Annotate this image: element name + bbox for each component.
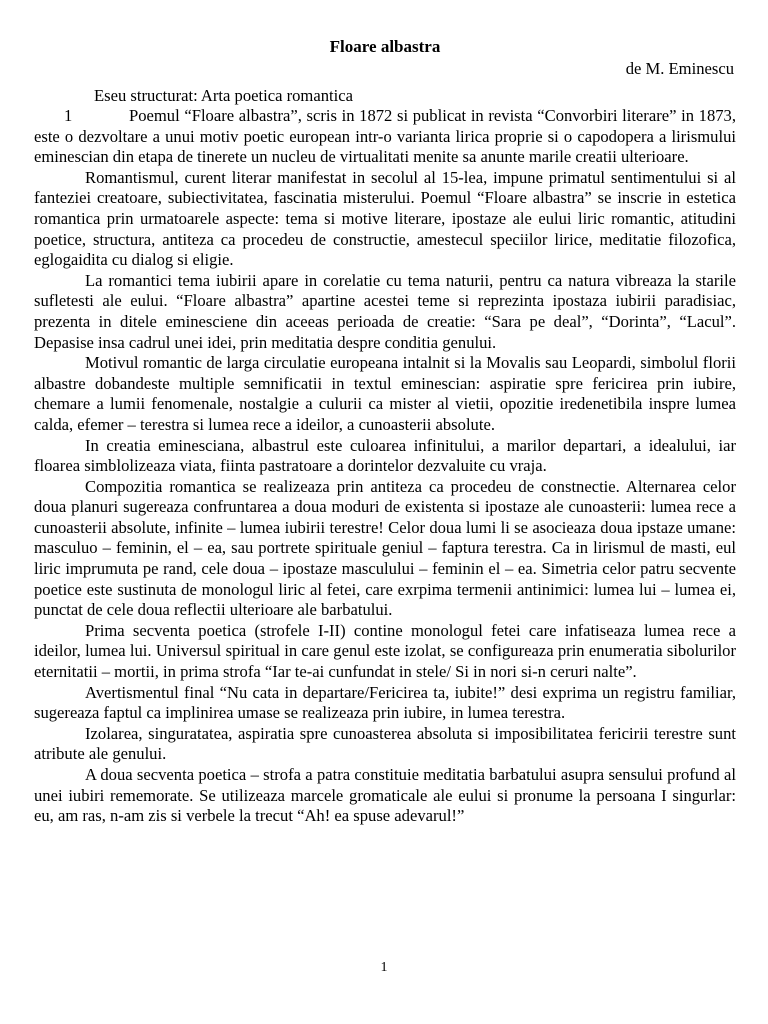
paragraph-9: Izolarea, singuratatea, aspiratia spre cunoasterea absoluta si imposibilitatea fericirii terestre sunt atribute ale genului. [34,723,736,764]
document-title: Floare albastra [329,37,441,56]
document-subtitle: Eseu structurat: Arta poetica romantica [94,86,353,105]
document-author: de M. Eminescu [625,59,734,78]
paragraph-7: Prima secventa poetica (strofele I-II) contine monologul fetei care infatiseaza lumea rece a ideilor, lumea lui. Universul spiritual in care genul este izolat, se configureaza prin enumeratia sibolurilor eternitatii – mortii, in prima strofa “Iar te-ai cunfundat in stele/ Si in nori si-n ceruri nalte”. [34,620,736,682]
paragraph-3: La romantici tema iubirii apare in corelatie cu tema naturii, pentru ca natura vibreaza la starile sufletesti ale eului. “Floare albastra” apartine acestei teme si reprezinta ipostaza iubirii paradisiac, prezenta in ditele eminesciene din aceeas perioada de creatie: “Sara pe deal”, “Dorinta”, “Lacul”. Depasise insa cadrul unei idei, prin meditatia despre conditia genului. [34,270,736,352]
paragraph-6: Compozitia romantica se realizeaza prin antiteza ca procedeu de constnectie. Alternarea celor doua planuri sugereaza confruntarea a doua moduri de existenta si ipostaze ale cunoasterii: lumea rece a cunoasterii absolute, infinite – lumea iubirii terestre! Celor doua lumi li se asocieaza doua ipstaze umane: masculuo – feminin, el – ea, sau portrete spirituale geniul – faptura terestra. Ca in lirismul de masti, eul liric imprumuta pe rand, cele doua – ipostaze masculului – feminin el – ea. Simetria celor patru secvente poetice este sustinuta de monologul liric al fetei, care exrpima termenii antinimici: lumea lui – lumea ei, punctat de cele doua reflectii ulterioare ale barbatului. [34,476,736,620]
paragraph-text: Poemul “Floare albastra”, scris in 1872 si publicat in revista “Convorbiri literare” in 1873, este o dezvoltare a unui motiv poetic european intr-o varianta lirica proprie si o capodopera a lirismului eminescian din etapa de tinerete un nucleu de virtualitati menite sa anunte marile creatii ulterioare. [34,106,736,167]
paragraph-2: Romantismul, curent literar manifestat in secolul al 15-lea, impune primatul sentimentului si al fanteziei creatoare, subiectivitatea, fascinatia misterului. Poemul “Floare albastra” se inscrie in estetica romantica prin urmatoarele aspecte: tema si motive literare, ipostaze ale eului liric romantic, atitudini poetice, structura, antiteza ca procedeu de constructie, amestecul speciilor lirice, meditatie filozofica, eglogaidita cu dialog si eligie. [34,167,736,270]
paragraph-1 [34,106,736,168]
paragraph-5: In creatia eminesciana, albastrul este culoarea infinitului, a marilor departari, a idealului, iar floarea simblolizeaza viata, fiinta pastratoare a dorintelor dezvaluite cu vraja. [34,435,736,476]
paragraph-10: A doua secventa poetica – strofa a patra constituie meditatia barbatului asupra sensului profund al unei iubiri rememorate. Se utilizeaza marcele gromaticale ale eului si pronume la persoana I singurlar: eu, am ras, n-am zis si verbele la trecut “Ah! ea spuse adevarul!” [34,765,736,826]
page-number: 1 [380,960,388,975]
paragraph-number: 1 [64,106,73,125]
document-page [34,36,736,827]
paragraph-8: Avertismentul final “Nu cata in departare/Fericirea ta, iubite!” desi exprima un registru familiar, sugereaza faptul ca implinirea umase se realizeaza prin iubire, in lumea terestra. [34,682,736,723]
paragraph-4: Motivul romantic de larga circulatie europeana intalnit si la Movalis sau Leopardi, simbolul florii albastre dobandeste multiple semnificatii in textul eminescian: aspiratie spre fericirea prin iubire, chemare a lumii fenomenale, nostalgie a culurii ca mister al vietii, opozitie iredenetibila inspre lumea calda, efemer – terestra si lumea rece a ideilor, a cunoasterii absolute. [34,353,736,434]
